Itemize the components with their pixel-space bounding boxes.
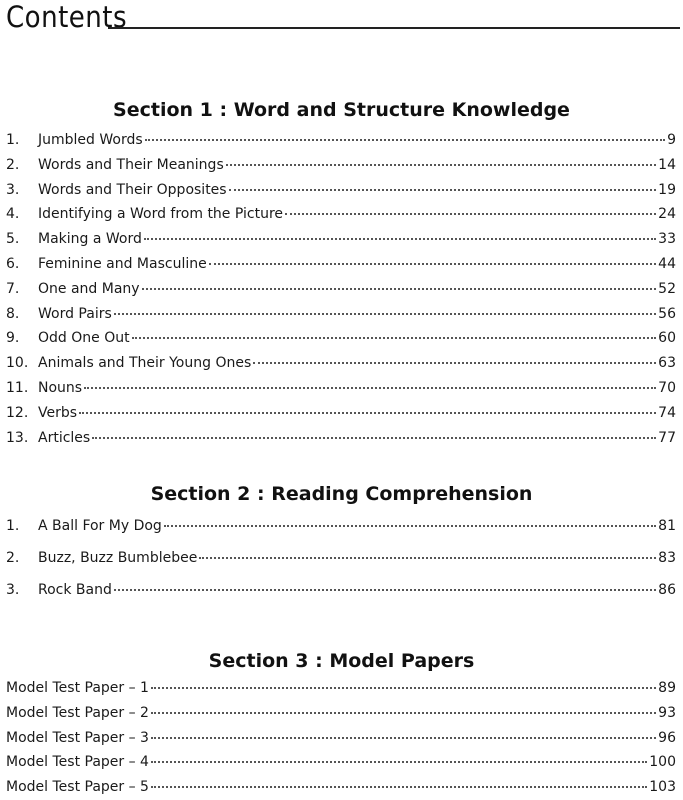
dot-leader bbox=[226, 164, 656, 166]
toc-entry-number: 13. bbox=[6, 429, 29, 446]
dot-leader bbox=[209, 263, 656, 265]
section-1-heading: Section 1 : Word and Structure Knowledge bbox=[113, 99, 570, 121]
dot-leader bbox=[253, 362, 656, 364]
toc-entry-number: 9. bbox=[6, 330, 20, 347]
toc-entry-page: 70 bbox=[658, 380, 676, 396]
toc-entry-number: 1. bbox=[6, 132, 20, 148]
dot-leader bbox=[229, 189, 657, 191]
toc-entry bbox=[0, 256, 676, 276]
toc-entry bbox=[0, 405, 676, 425]
toc-entry-page: 83 bbox=[658, 550, 676, 566]
page-title: Contents bbox=[6, 0, 128, 34]
toc-entry-page: 60 bbox=[658, 330, 676, 347]
dot-leader bbox=[164, 525, 656, 527]
toc-entry-page: 100 bbox=[649, 754, 676, 771]
toc-entry bbox=[0, 306, 676, 326]
dot-leader bbox=[79, 412, 656, 414]
dot-leader bbox=[151, 786, 647, 788]
toc-entry bbox=[0, 132, 676, 152]
toc-entry-page: 44 bbox=[658, 256, 676, 272]
toc-entry-page: 63 bbox=[658, 355, 676, 372]
toc-entry-page: 74 bbox=[658, 404, 676, 421]
toc-entry-page: 52 bbox=[658, 280, 676, 297]
toc-entry-title: A Ball For My Dog bbox=[38, 518, 162, 534]
toc-entry bbox=[0, 680, 676, 700]
toc-entry-page: 86 bbox=[658, 582, 676, 598]
toc-entry-title: Model Test Paper – 2 bbox=[6, 704, 149, 721]
toc-entry-title: Verbs bbox=[38, 404, 78, 421]
toc-entry-title: Words and Their Meanings bbox=[38, 156, 224, 173]
toc-entry-title: Nouns bbox=[38, 380, 83, 396]
toc-entry bbox=[0, 231, 676, 251]
toc-entry-page: 93 bbox=[658, 704, 676, 721]
toc-entry-title: Feminine and Masculine bbox=[38, 256, 207, 272]
toc-entry-number: 7. bbox=[6, 280, 20, 297]
dot-leader bbox=[114, 313, 656, 315]
toc-entry-page: 24 bbox=[658, 206, 676, 223]
toc-entry bbox=[0, 182, 676, 202]
toc-entry-number: 8. bbox=[6, 305, 20, 322]
dot-leader bbox=[84, 387, 656, 389]
toc-entry bbox=[0, 330, 676, 350]
dot-leader bbox=[114, 589, 656, 591]
toc-entry-page: 33 bbox=[658, 231, 676, 248]
toc-entry-number: 11. bbox=[6, 380, 29, 396]
dot-leader bbox=[151, 687, 656, 689]
toc-entry-page: 19 bbox=[658, 181, 676, 198]
toc-entry-number: 2. bbox=[6, 156, 20, 173]
toc-entry-title: One and Many bbox=[38, 280, 140, 297]
toc-entry-title: Model Test Paper – 3 bbox=[6, 729, 149, 746]
toc-entry-page: 103 bbox=[649, 779, 676, 796]
toc-entry-page: 96 bbox=[658, 729, 676, 746]
toc-entry-number: 3. bbox=[6, 582, 20, 598]
toc-entry-number: 2. bbox=[6, 550, 20, 566]
dot-leader bbox=[92, 437, 656, 439]
dot-leader bbox=[151, 737, 656, 739]
dot-leader bbox=[132, 337, 657, 339]
toc-entry bbox=[0, 380, 676, 400]
toc-entry bbox=[0, 705, 676, 725]
dot-leader bbox=[285, 213, 656, 215]
toc-entry bbox=[0, 550, 676, 570]
toc-entry-number: 12. bbox=[6, 404, 29, 421]
toc-entry-title: Animals and Their Young Ones bbox=[38, 355, 252, 372]
toc-entry-number: 5. bbox=[6, 231, 20, 248]
toc-entry-title: Buzz, Buzz Bumblebee bbox=[38, 550, 198, 566]
toc-entry bbox=[0, 281, 676, 301]
toc-entry bbox=[0, 206, 676, 226]
toc-entry-number: 3. bbox=[6, 181, 20, 198]
toc-entry-page: 14 bbox=[658, 156, 676, 173]
toc-entry-title: Jumbled Words bbox=[38, 132, 143, 148]
toc-entry-title: Odd One Out bbox=[38, 330, 130, 347]
toc-entry-page: 56 bbox=[658, 305, 676, 322]
toc-entry-title: Rock Band bbox=[38, 582, 112, 598]
toc-entry-title: Words and Their Opposites bbox=[38, 181, 227, 198]
toc-entry bbox=[0, 779, 676, 799]
toc-entry-number: 4. bbox=[6, 206, 20, 223]
toc-entry bbox=[0, 157, 676, 177]
toc-entry-title: Identifying a Word from the Picture bbox=[38, 206, 284, 223]
dot-leader bbox=[144, 238, 656, 240]
toc-entry-title: Articles bbox=[38, 429, 91, 446]
toc-entry-title: Model Test Paper – 1 bbox=[6, 680, 149, 696]
toc-entry-page: 77 bbox=[658, 429, 676, 446]
section-3-heading: Section 3 : Model Papers bbox=[208, 650, 475, 672]
toc-entry-number: 10. bbox=[6, 355, 29, 372]
toc-entry-title: Making a Word bbox=[38, 231, 142, 248]
dot-leader bbox=[145, 139, 665, 141]
toc-entry bbox=[0, 355, 676, 375]
toc-entry-title: Word Pairs bbox=[38, 305, 112, 322]
toc-entry bbox=[0, 730, 676, 750]
dot-leader bbox=[151, 761, 647, 763]
dot-leader bbox=[142, 288, 657, 290]
toc-entry bbox=[0, 754, 676, 774]
section-2-heading: Section 2 : Reading Comprehension bbox=[150, 483, 533, 505]
dot-leader bbox=[151, 712, 656, 714]
title-rule bbox=[108, 27, 680, 29]
toc-entry-page: 9 bbox=[667, 132, 676, 148]
toc-entry-title: Model Test Paper – 4 bbox=[6, 754, 149, 771]
toc-entry-number: 6. bbox=[6, 256, 20, 272]
dot-leader bbox=[199, 557, 656, 559]
toc-entry bbox=[0, 582, 676, 602]
toc-entry-title: Model Test Paper – 5 bbox=[6, 779, 149, 796]
toc-entry-page: 89 bbox=[658, 680, 676, 696]
toc-entry bbox=[0, 518, 676, 538]
toc-entry bbox=[0, 430, 676, 450]
toc-entry-page: 81 bbox=[658, 518, 676, 534]
toc-entry-number: 1. bbox=[6, 518, 20, 534]
